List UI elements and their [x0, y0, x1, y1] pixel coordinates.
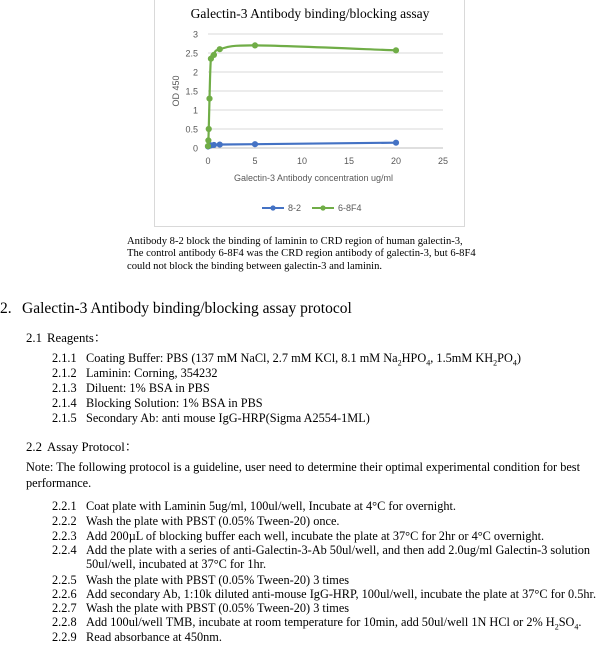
x-tick-label: 20 — [390, 156, 402, 166]
data-point-6-8F4 — [217, 47, 222, 52]
data-point-6-8F4 — [205, 144, 210, 149]
data-point-8-2 — [393, 140, 398, 145]
item-number: 2.1.1 — [52, 351, 77, 365]
y-tick-label: 2.5 — [185, 48, 198, 59]
chart-title: Galectin-3 Antibody binding/blocking assay — [190, 6, 430, 21]
protocol-step — [52, 499, 456, 513]
step-number: 2.2.5 — [52, 573, 77, 587]
reagent-item — [52, 381, 210, 395]
step-number: 2.2.8 — [52, 615, 77, 629]
item-number: 2.1.4 — [52, 396, 77, 410]
protocol-step — [52, 587, 596, 601]
x-tick-label: 25 — [437, 156, 449, 166]
data-point-6-8F4 — [393, 48, 398, 53]
section-title: Galectin-3 Antibody binding/blocking assay protocol — [22, 300, 352, 317]
series-line-8-2 — [208, 143, 396, 147]
y-tick-label: 0 — [192, 143, 198, 154]
section-heading — [0, 300, 352, 318]
reagents-heading — [26, 327, 107, 346]
step-text: Add 200µL of blocking buffer each well, incubate the plate at 37°C for 2hr or 4°C overnight. — [86, 529, 545, 543]
x-tick-label: 10 — [296, 156, 308, 166]
protocol-step — [52, 529, 544, 543]
y-tick-label: 1.5 — [185, 86, 198, 97]
protocol-step — [52, 601, 349, 615]
step-text: Wash the plate with PBST (0.05% Tween-20) 3 times — [86, 573, 350, 587]
section-number: 2. — [0, 300, 12, 317]
legend-swatch-marker — [270, 205, 275, 210]
protocol-title: Assay Protocol： — [47, 440, 138, 454]
y-tick-label: 0.5 — [185, 124, 198, 135]
data-point-6-8F4 — [206, 126, 211, 131]
data-point-6-8F4 — [207, 96, 212, 101]
step-number: 2.2.7 — [52, 601, 77, 615]
protocol-step — [52, 514, 340, 528]
chart-container — [154, 0, 465, 227]
x-tick-label: 15 — [343, 156, 355, 166]
figure-caption — [127, 236, 547, 273]
step-number: 2.2.1 — [52, 499, 77, 513]
legend-swatch-marker — [320, 205, 325, 210]
y-axis-label: OD 450 — [171, 75, 181, 107]
data-point-8-2 — [252, 142, 257, 147]
item-text: Coating Buffer: PBS (137 mM NaCl, 2.7 mM KCl, 8.1 mM $Na_2HPO_4$, 1.5mM $KH_2PO_4$) — [86, 351, 521, 368]
data-point-8-2 — [217, 142, 222, 147]
item-number: 2.1.3 — [52, 381, 77, 395]
item-number: 2.1.2 — [52, 366, 77, 380]
step-text: Wash the plate with PBST (0.05% Tween-20) once. — [86, 514, 340, 528]
protocol-note: Note: The following protocol is a guideline, user need to determine their optimal experimental condition for best performance. — [26, 460, 581, 490]
y-tick-label: 1 — [192, 105, 198, 116]
caption-line: Antibody 8-2 block the binding of laminin to CRD region of human galectin-3, — [127, 236, 463, 247]
item-text: Diluent: 1% BSA in PBS — [86, 381, 210, 395]
x-tick-label: 0 — [205, 156, 211, 166]
data-point-6-8F4 — [206, 138, 211, 143]
step-text-continued: 50ul/well, incubated at 37°C for 1hr. — [86, 557, 267, 571]
step-text: Wash the plate with PBST (0.05% Tween-20) 3 times — [86, 601, 350, 615]
item-text: Laminin: Corning, 354232 — [86, 366, 218, 380]
item-number: 2.1.5 — [52, 411, 77, 425]
step-number: 2.2.4 — [52, 543, 77, 557]
x-tick-label: 5 — [252, 156, 258, 166]
reagent-item — [52, 411, 370, 425]
legend-label: 6-8F4 — [338, 203, 362, 214]
reagent-item — [52, 366, 218, 380]
step-text: Add 100ul/well TMB, incubate at room temperature for 10min, add 50ul/well 1N HCl or 2% $H_2SO_4$. — [86, 615, 582, 632]
y-tick-label: 3 — [192, 29, 198, 40]
x-axis-label: Galectin-3 Antibody concentration ug/ml — [233, 173, 394, 183]
reagents-title: Reagents： — [47, 331, 107, 345]
y-tick-label: 2 — [192, 67, 198, 78]
step-number: 2.2.2 — [52, 514, 77, 528]
item-text: Secondary Ab: anti mouse IgG-HRP(Sigma A2554-1ML) — [86, 411, 370, 425]
protocol-number: 2.2 — [26, 440, 42, 454]
step-text: Add the plate with a series of anti-Galectin-3-Ab 50ul/well, and then add 2.0ug/ml Galectin-3 solution — [86, 543, 591, 557]
step-number: 2.2.3 — [52, 529, 77, 543]
step-text: Coat plate with Laminin 5ug/ml, 100ul/well, Incubate at 4°C for overnight. — [86, 499, 456, 513]
protocol-step — [52, 630, 222, 644]
legend-label: 8-2 — [288, 203, 302, 214]
data-point-8-2 — [211, 142, 216, 147]
data-point-6-8F4 — [252, 43, 257, 48]
series-line-6-8F4 — [208, 45, 396, 146]
item-text: Blocking Solution: 1% BSA in PBS — [86, 396, 263, 410]
protocol-step — [52, 543, 590, 571]
chart-svg — [155, 0, 464, 226]
step-number: 2.2.6 — [52, 587, 77, 601]
step-text: Add secondary Ab, 1:10k diluted anti-mouse IgG-HRP, 100ul/well, incubate the plate at 37°C for 0.5hr. — [86, 587, 597, 601]
data-point-6-8F4 — [211, 52, 216, 57]
caption-line: The control antibody 6-8F4 was the CRD region antibody of galectin-3, but 6-8F4 — [127, 248, 476, 260]
protocol-step — [52, 573, 349, 587]
reagents-number: 2.1 — [26, 331, 42, 345]
caption-line: could not block the binding between galectin-3 and laminin. — [127, 260, 383, 272]
protocol-heading — [26, 436, 138, 455]
step-text: Read absorbance at 450nm. — [86, 630, 222, 644]
reagent-item — [52, 396, 263, 410]
step-number: 2.2.9 — [52, 630, 77, 644]
